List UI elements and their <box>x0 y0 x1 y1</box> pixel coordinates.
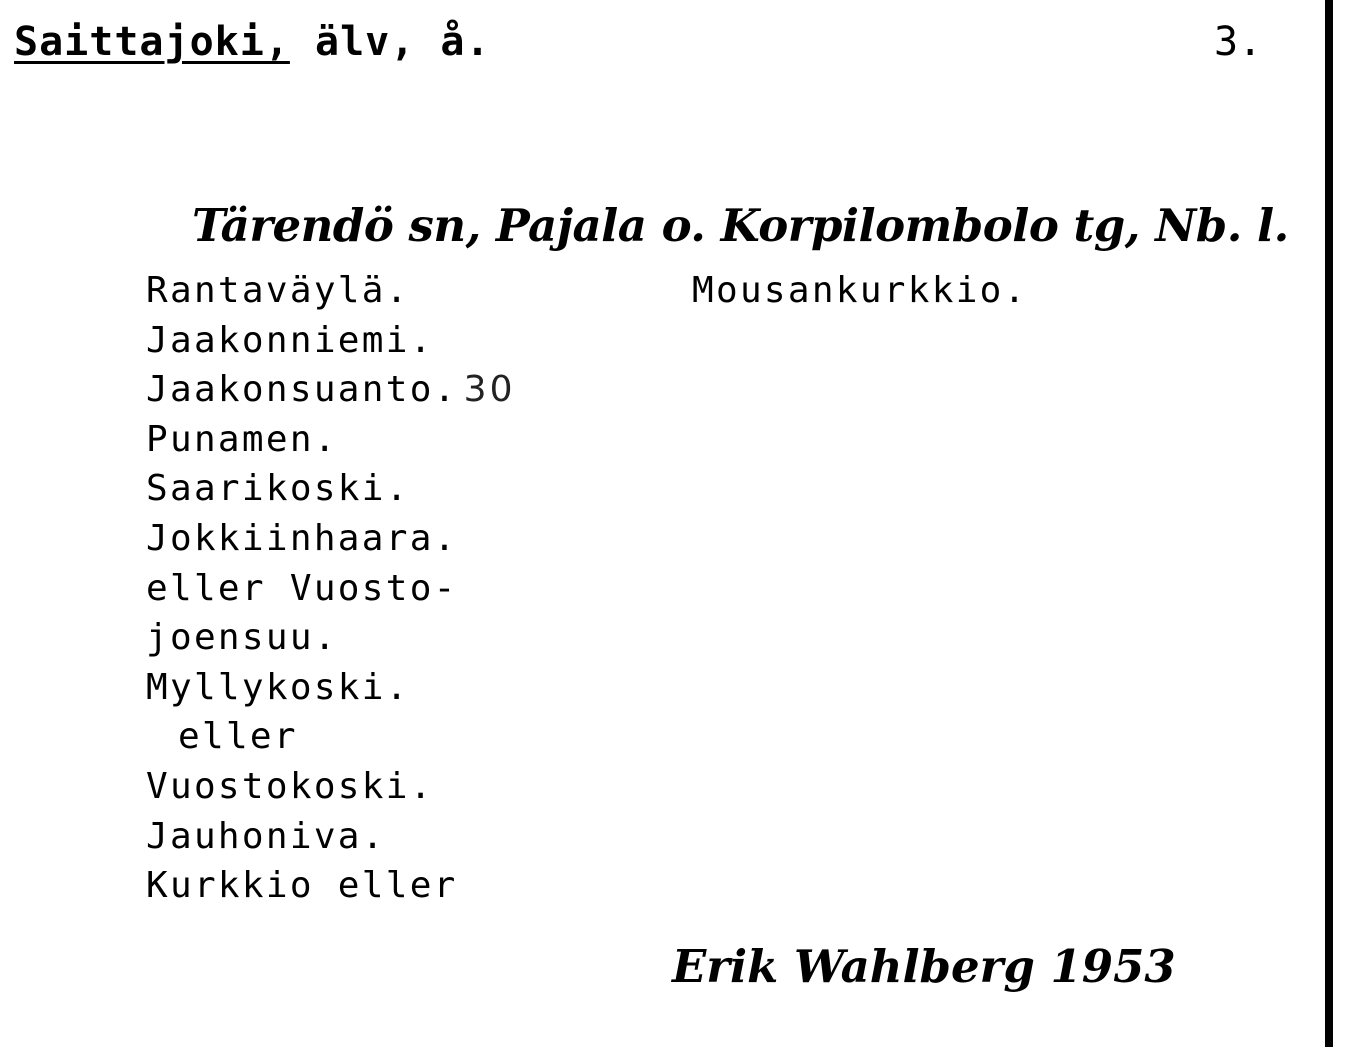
place-name-item <box>146 514 515 564</box>
place-name-item <box>146 762 515 812</box>
place-name-text: Vuostokoski. <box>146 765 434 807</box>
place-name-item <box>146 464 515 514</box>
place-name-item <box>146 613 515 663</box>
place-name-text: Punamen. <box>146 418 338 460</box>
place-name-item <box>146 564 515 614</box>
card-number: 3. <box>1214 19 1263 65</box>
place-name-item <box>146 663 515 713</box>
card-edge-border <box>1325 0 1333 1047</box>
place-name-text: Jaakonniemi. <box>146 319 434 361</box>
place-name-text: Jokkiinhaara. <box>146 517 458 559</box>
signature: Erik Wahlberg 1953 <box>672 940 1176 993</box>
place-name-item <box>146 812 515 862</box>
place-name-text: eller Vuosto- <box>146 567 458 609</box>
place-name-text: Rantaväylä. <box>146 270 410 311</box>
place-name-text: eller <box>178 716 298 758</box>
location-line: Tärendö sn, Pajala o. Korpilombolo tg, Nb. l. <box>192 199 1289 252</box>
river-name: Saittajoki, <box>14 19 290 65</box>
place-name-item <box>146 365 515 415</box>
handwritten-note: 30 <box>463 369 516 411</box>
place-name-text: Jauhoniva. <box>146 815 386 857</box>
place-name-item <box>146 415 515 465</box>
place-name-text: Mousankurkkio. <box>692 270 1028 311</box>
place-name-text: Kurkkio eller <box>146 865 458 907</box>
place-name-text: Saarikoski. <box>146 468 410 510</box>
place-names-left <box>146 266 515 911</box>
river-type: älv, å. <box>315 19 491 65</box>
place-name-text: joensuu. <box>146 617 338 659</box>
place-name-item <box>146 712 515 762</box>
place-name-text: Myllykoski. <box>146 666 410 708</box>
place-name-item <box>692 266 1028 316</box>
place-name-item <box>146 861 515 911</box>
place-name-text: Jaakonsuanto. <box>146 369 458 411</box>
place-name-item <box>146 316 515 366</box>
place-name-item <box>146 266 515 316</box>
place-names-right <box>692 266 1028 316</box>
card-header <box>14 18 491 66</box>
